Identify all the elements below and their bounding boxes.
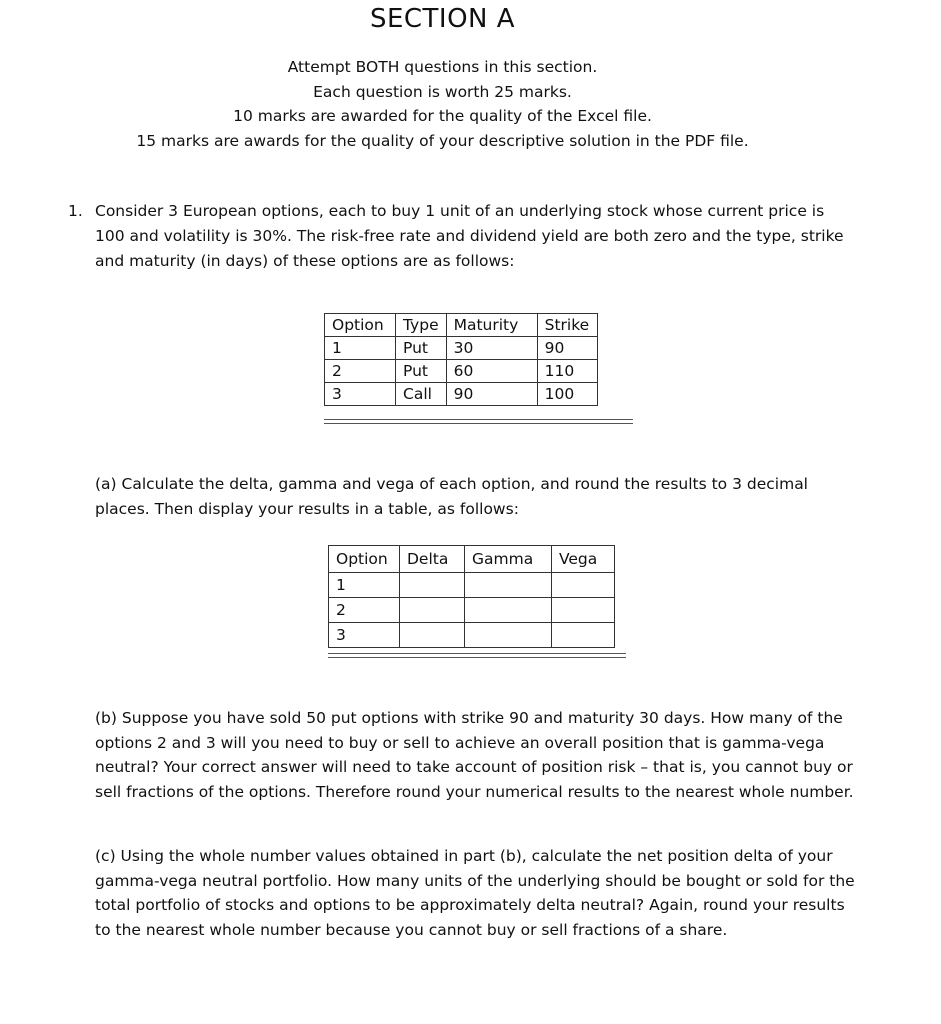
table-cell [552,573,615,598]
table-cell [552,623,615,648]
table-cell: 3 [325,383,396,406]
table-cell: 110 [537,360,597,383]
part-b-text: (b) Suppose you have sold 50 put options with strike 90 and maturity 30 days. How many of the options 2 and 3 will you need to buy or sell to achieve an overall position that is gamma-vega neutral? Your correct answer will need to take account of position risk – that is, you cannot buy or sell fractions of the options. Therefore round your numerical results to the nearest whole number. [95,709,854,801]
table-header-cell: Maturity [446,314,537,337]
question-1 [68,199,858,274]
table-header-cell: Gamma [465,546,552,573]
table-cell [400,573,465,598]
table-rule [324,419,633,424]
question-number: 1. [68,202,83,220]
table-cell: Call [396,383,447,406]
table-rule [328,653,626,658]
table-cell: 1 [325,337,396,360]
table-header-row [329,546,615,573]
part-c-text: (c) Using the whole number values obtained in part (b), calculate the net position delta of your gamma-vega neutral portfolio. How many units of the underlying should be bought or sold for the total portfolio of stocks and options to be approximately delta neutral? Again, round your results to the nearest whole number because you cannot buy or sell fractions of a share. [95,847,855,939]
part-a-text: (a) Calculate the delta, gamma and vega of each option, and round the results to 3 decimal places. Then display your results in a table, as follows: [95,475,808,518]
instruction-line: 15 marks are awards for the quality of your descriptive solution in the PDF file. [136,131,749,150]
table-row [329,573,615,598]
table-row [325,383,598,406]
table-cell: 60 [446,360,537,383]
table-cell [400,598,465,623]
instruction-line: Each question is worth 25 marks. [313,82,572,101]
table-cell [552,598,615,623]
table-row [325,337,598,360]
table-header-cell: Type [396,314,447,337]
table-cell: 90 [446,383,537,406]
table-row [329,598,615,623]
table-cell: 1 [329,573,400,598]
table-cell: 2 [325,360,396,383]
section-title: SECTION A [369,4,516,34]
table-cell: 2 [329,598,400,623]
table-cell [400,623,465,648]
table-cell: 100 [537,383,597,406]
table-cell [465,598,552,623]
instruction-line: Attempt BOTH questions in this section. [287,58,598,76]
table-row [329,623,615,648]
table-cell: 3 [329,623,400,648]
table-header-cell: Option [329,546,400,573]
table-row [325,360,598,383]
table-cell: 30 [446,337,537,360]
table-header-cell: Delta [400,546,465,573]
question-text: Consider 3 European options, each to buy 1 unit of an underlying stock whose current price is 100 and volatility is 30%. The risk-free rate and dividend yield are both zero and the type, strike and maturity (in days) of these options are as follows: [95,202,844,270]
table-cell [465,573,552,598]
table-cell: 90 [537,337,597,360]
table-header-cell: Vega [552,546,615,573]
table-header-row [325,314,598,337]
table-header-cell: Option [325,314,396,337]
table-cell: Put [396,360,447,383]
table-header-cell: Strike [537,314,597,337]
options-table [324,313,598,406]
instructions [0,55,885,153]
table-cell [465,623,552,648]
greeks-table [328,545,615,648]
table-cell: Put [396,337,447,360]
instruction-line: 10 marks are awarded for the quality of the Excel file. [233,107,652,125]
